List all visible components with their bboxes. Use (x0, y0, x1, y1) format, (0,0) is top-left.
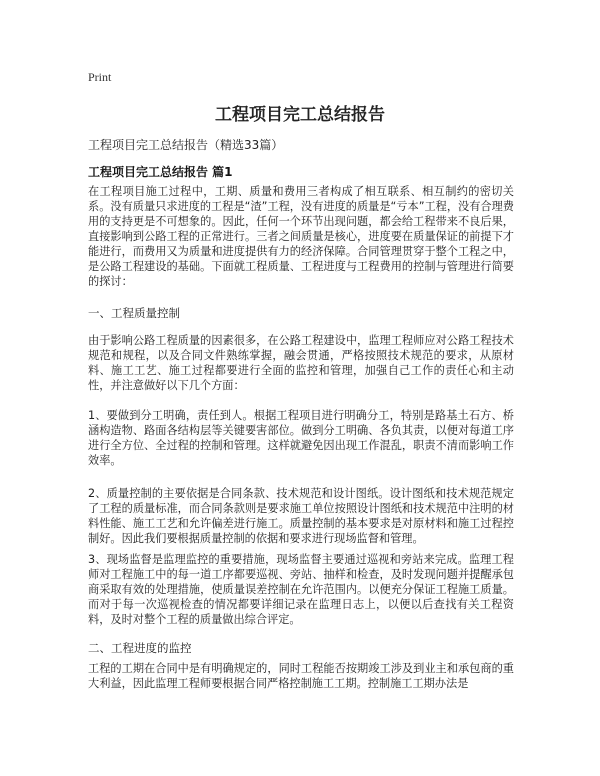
document-subtitle: 工程项目完工总结报告（精选33篇） (88, 138, 284, 152)
print-label[interactable]: Print (88, 70, 112, 84)
paragraph-intro: 在工程项目施工过程中，工期、质量和费用三者构成了相互联系、相互制约的密切关系。没有质量只求进度的工程是“渣”工程，没有进度的质量是“亏本”工程，没有合理费用的支持更是不可想象的。因此，任何一个环节出现问题，都会给工程带来不良后果，直接影响到公路工程的正常进行。三者之间质量是核心，进度要在质量保证的前提下才能进行，而费用又为质量和进度提供有力的经济保障。合同管理贯穿于整个工程之中，是公路工程建设的基础。下面就工程质量、工程进度与工程费用的控制与管理进行简要的探讨： (88, 185, 514, 288)
paragraph-progress: 工程的工期在合同中是有明确规定的，同时工程能否按期竣工涉及到业主和承包商的重大利益，因此监理工程师要根据合同严格控制施工工期。控制施工工期办法是 (88, 662, 514, 690)
paragraph-point-3: 3、现场监督是监理监控的重要措施，现场监督主要通过巡视和旁站来完成。监理工程师对工程施工中的每一道工序都要巡视、旁站、抽样和检查，及时发现问题并提醒承包商采取有效的处理措施，使质量误差控制在允许范围内。以便充分保证工程施工质量。而对于每一次巡视检查的情况都要详细记录在监理日志上，以便以后查找有关工程资料，及时对整个工程的质量做出综合评定。 (88, 553, 514, 626)
chapter-title: 工程项目完工总结报告 篇1 (88, 165, 233, 179)
paragraph-point-1: 1、要做到分工明确，责任到人。根据工程项目进行明确分工，特别是路基土石方、桥涵构造物、路面各结构层等关键要害部位。做到分工明确、各负其责，以便对每道工序进行全方位、全过程的控制和管理。这样就避免因出现工作混乱，职责不清而影响工作效率。 (88, 409, 514, 467)
section-heading-quality: 一、工程质量控制 (88, 306, 180, 320)
paragraph-quality-overview: 由于影响公路工程质量的因素很多，在公路工程建设中，监理工程师应对公路工程技术规范和规程，以及合同文件熟练掌握，融会贯通，严格按照技术规范的要求，从原材料、施工工艺、施工过程都要进行全面的监控和管理，加强自己工作的责任心和主动性，并注意做好以下几个方面： (88, 334, 514, 392)
section-heading-progress: 二、工程进度的监控 (88, 641, 192, 655)
document-title: 工程项目完工总结报告 (215, 105, 385, 125)
paragraph-point-2: 2、质量控制的主要依据是合同条款、技术规范和设计图纸。设计图纸和技术规范规定了工程的质量标准，而合同条款则是要求施工单位按照设计图纸和技术规范中注明的材料性能、施工工艺和允许偏差进行施工。质量控制的基本要求是对原材料和施工过程控制好。因此我们要根据质量控制的依据和要求进行现场监督和管理。 (88, 487, 514, 545)
